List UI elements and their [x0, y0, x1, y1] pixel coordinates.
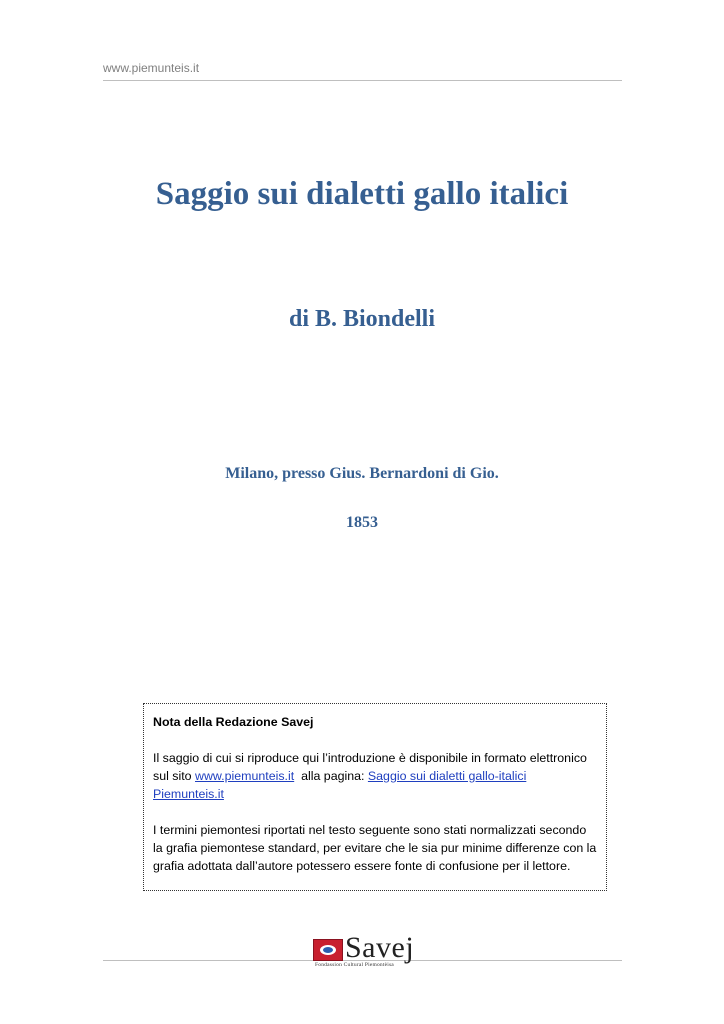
- savej-logo: [313, 931, 417, 971]
- document-author: di B. Biondelli: [288, 306, 436, 332]
- logo-name: Savej: [345, 931, 415, 964]
- page-link[interactable]: Saggio sui dialetti gallo-italici Piemunteis.it: [153, 769, 527, 801]
- note-intro-text: Il saggio di cui si riproduce qui l’introduzione è disponibile in formato elettronico sul sito: [153, 751, 587, 783]
- header-url: www.piemunteis.it: [103, 61, 200, 75]
- header-divider: [103, 80, 622, 81]
- note-heading: Nota della Redazione Savej: [153, 715, 314, 729]
- note-paragraph-normalization: I termini piemontesi riportati nel testo seguente sono stati normalizzati secondo la grafia piemontese standard, per evitare che le sia pur minime differenze con la grafia adottata dall’autore potessero essere fonte di confusione per il lettore.: [153, 823, 597, 873]
- note-mid-text: alla pagina:: [294, 769, 368, 783]
- document-title: Saggio sui dialetti gallo italici: [155, 176, 569, 212]
- logo-subtitle: Fondassion Cultural Piemontèisa: [315, 962, 394, 968]
- editorial-note-box: [143, 703, 607, 891]
- document-publisher: Milano, presso Gius. Bernardoni di Gio.: [225, 465, 499, 482]
- note-paragraph-availability: [153, 749, 597, 803]
- savej-flag-icon: [313, 939, 343, 961]
- document-year: 1853: [346, 514, 378, 531]
- site-link[interactable]: www.piemunteis.it: [195, 769, 295, 783]
